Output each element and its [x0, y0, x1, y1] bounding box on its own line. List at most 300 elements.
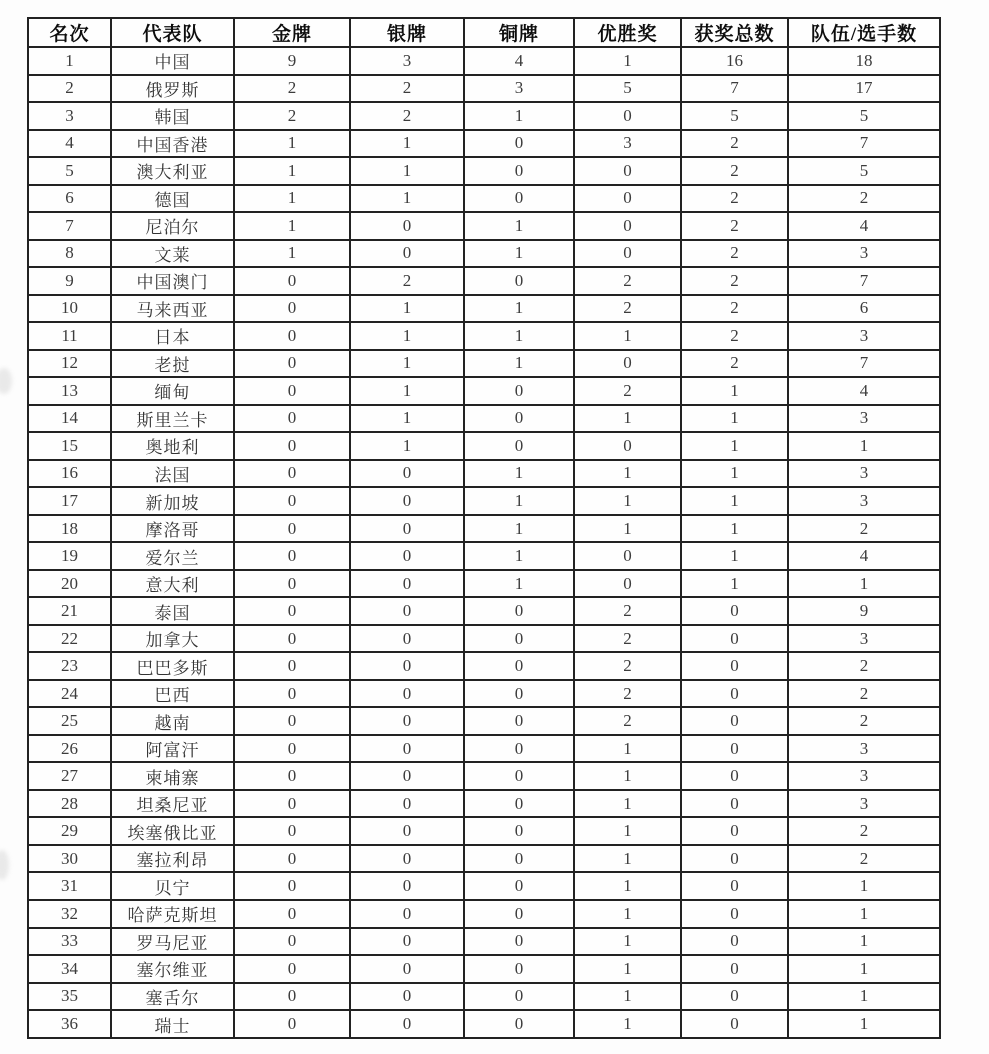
value-cell: 0: [234, 900, 350, 928]
team-cell: 贝宁: [111, 872, 234, 900]
value-cell: 0: [464, 928, 574, 956]
table-row: [28, 817, 940, 845]
value-cell: 0: [681, 928, 788, 956]
value-cell: 1: [464, 295, 574, 323]
value-cell: 0: [234, 597, 350, 625]
value-cell: 1: [234, 185, 350, 213]
value-cell: 1: [234, 212, 350, 240]
value-cell: 1: [681, 570, 788, 598]
rank-cell: 24: [28, 680, 111, 708]
value-cell: 0: [464, 597, 574, 625]
value-cell: 7: [788, 267, 940, 295]
team-cell: 越南: [111, 707, 234, 735]
value-cell: 1: [574, 928, 681, 956]
value-cell: 0: [350, 817, 464, 845]
value-cell: 2: [681, 295, 788, 323]
rank-cell: 30: [28, 845, 111, 873]
table-row: [28, 102, 940, 130]
value-cell: 0: [574, 240, 681, 268]
scan-artifact: [0, 368, 12, 394]
value-cell: 1: [234, 130, 350, 158]
value-cell: 2: [681, 212, 788, 240]
team-cell: 中国: [111, 47, 234, 75]
team-cell: 巴巴多斯: [111, 652, 234, 680]
value-cell: 0: [350, 542, 464, 570]
value-cell: 0: [234, 790, 350, 818]
value-cell: 1: [350, 157, 464, 185]
value-cell: 1: [464, 240, 574, 268]
value-cell: 0: [464, 432, 574, 460]
value-cell: 0: [464, 185, 574, 213]
value-cell: 1: [681, 487, 788, 515]
rank-cell: 3: [28, 102, 111, 130]
table-row: [28, 652, 940, 680]
value-cell: 2: [788, 515, 940, 543]
value-cell: 1: [681, 460, 788, 488]
value-cell: 0: [350, 762, 464, 790]
value-cell: 1: [350, 130, 464, 158]
value-cell: 2: [574, 707, 681, 735]
value-cell: 0: [350, 515, 464, 543]
value-cell: 1: [681, 377, 788, 405]
value-cell: 2: [681, 185, 788, 213]
value-cell: 2: [788, 680, 940, 708]
value-cell: 1: [350, 350, 464, 378]
value-cell: 3: [788, 405, 940, 433]
value-cell: 0: [234, 983, 350, 1011]
value-cell: 0: [464, 405, 574, 433]
value-cell: 2: [350, 102, 464, 130]
rank-cell: 2: [28, 75, 111, 103]
table-row: [28, 295, 940, 323]
value-cell: 0: [464, 267, 574, 295]
table-row: [28, 762, 940, 790]
value-cell: 0: [234, 405, 350, 433]
value-cell: 0: [681, 1010, 788, 1038]
team-cell: 摩洛哥: [111, 515, 234, 543]
value-cell: 2: [681, 130, 788, 158]
rank-cell: 13: [28, 377, 111, 405]
team-cell: 罗马尼亚: [111, 928, 234, 956]
value-cell: 2: [681, 267, 788, 295]
team-cell: 俄罗斯: [111, 75, 234, 103]
value-cell: 1: [574, 790, 681, 818]
value-cell: 1: [574, 983, 681, 1011]
value-cell: 3: [788, 762, 940, 790]
rank-cell: 35: [28, 983, 111, 1011]
value-cell: 0: [350, 460, 464, 488]
rank-cell: 19: [28, 542, 111, 570]
table-row: [28, 267, 940, 295]
value-cell: 0: [681, 817, 788, 845]
value-cell: 1: [788, 570, 940, 598]
value-cell: 3: [788, 735, 940, 763]
table-header-row: [28, 18, 940, 47]
table-row: [28, 377, 940, 405]
value-cell: 0: [350, 597, 464, 625]
value-cell: 0: [464, 817, 574, 845]
value-cell: 5: [681, 102, 788, 130]
column-header-6: 获奖总数: [681, 18, 788, 47]
value-cell: 0: [464, 377, 574, 405]
value-cell: 17: [788, 75, 940, 103]
team-cell: 斯里兰卡: [111, 405, 234, 433]
value-cell: 1: [574, 900, 681, 928]
value-cell: 0: [350, 955, 464, 983]
value-cell: 0: [464, 955, 574, 983]
rank-cell: 14: [28, 405, 111, 433]
value-cell: 4: [788, 542, 940, 570]
team-cell: 埃塞俄比亚: [111, 817, 234, 845]
value-cell: 0: [234, 955, 350, 983]
value-cell: 1: [350, 377, 464, 405]
table-row: [28, 240, 940, 268]
value-cell: 9: [788, 597, 940, 625]
rank-cell: 25: [28, 707, 111, 735]
value-cell: 0: [681, 680, 788, 708]
team-cell: 老挝: [111, 350, 234, 378]
table-row: [28, 570, 940, 598]
rank-cell: 12: [28, 350, 111, 378]
table-row: [28, 597, 940, 625]
value-cell: 0: [234, 350, 350, 378]
table-row: [28, 515, 940, 543]
team-cell: 爱尔兰: [111, 542, 234, 570]
value-cell: 3: [788, 322, 940, 350]
team-cell: 阿富汗: [111, 735, 234, 763]
value-cell: 4: [788, 212, 940, 240]
value-cell: 7: [681, 75, 788, 103]
value-cell: 5: [574, 75, 681, 103]
value-cell: 0: [681, 597, 788, 625]
table-row: [28, 542, 940, 570]
value-cell: 0: [234, 680, 350, 708]
value-cell: 1: [574, 817, 681, 845]
value-cell: 0: [234, 377, 350, 405]
value-cell: 3: [574, 130, 681, 158]
rank-cell: 6: [28, 185, 111, 213]
value-cell: 0: [464, 845, 574, 873]
value-cell: 0: [234, 432, 350, 460]
value-cell: 0: [234, 460, 350, 488]
value-cell: 5: [788, 157, 940, 185]
value-cell: 0: [574, 212, 681, 240]
value-cell: 0: [464, 1010, 574, 1038]
value-cell: 2: [681, 322, 788, 350]
team-cell: 日本: [111, 322, 234, 350]
table-row: [28, 983, 940, 1011]
value-cell: 0: [234, 762, 350, 790]
value-cell: 1: [234, 157, 350, 185]
team-cell: 韩国: [111, 102, 234, 130]
team-cell: 瑞士: [111, 1010, 234, 1038]
value-cell: 0: [574, 157, 681, 185]
table-row: [28, 75, 940, 103]
value-cell: 0: [681, 983, 788, 1011]
value-cell: 2: [788, 817, 940, 845]
value-cell: 0: [574, 350, 681, 378]
column-header-0: 名次: [28, 18, 111, 47]
value-cell: 1: [574, 955, 681, 983]
team-cell: 尼泊尔: [111, 212, 234, 240]
rank-cell: 20: [28, 570, 111, 598]
table-row: [28, 707, 940, 735]
table-row: [28, 212, 940, 240]
value-cell: 2: [350, 267, 464, 295]
team-cell: 意大利: [111, 570, 234, 598]
value-cell: 0: [234, 625, 350, 653]
rank-cell: 32: [28, 900, 111, 928]
rank-cell: 28: [28, 790, 111, 818]
value-cell: 2: [681, 240, 788, 268]
value-cell: 0: [681, 845, 788, 873]
team-cell: 塞尔维亚: [111, 955, 234, 983]
rank-cell: 21: [28, 597, 111, 625]
value-cell: 0: [234, 707, 350, 735]
value-cell: 0: [350, 680, 464, 708]
value-cell: 0: [234, 735, 350, 763]
value-cell: 2: [788, 652, 940, 680]
value-cell: 0: [464, 983, 574, 1011]
column-header-4: 铜牌: [464, 18, 574, 47]
value-cell: 0: [681, 955, 788, 983]
rank-cell: 18: [28, 515, 111, 543]
table-row: [28, 928, 940, 956]
rank-cell: 29: [28, 817, 111, 845]
value-cell: 1: [350, 185, 464, 213]
value-cell: 0: [234, 322, 350, 350]
value-cell: 3: [464, 75, 574, 103]
rank-cell: 10: [28, 295, 111, 323]
table-row: [28, 900, 940, 928]
rank-cell: 27: [28, 762, 111, 790]
table-row: [28, 460, 940, 488]
value-cell: 1: [464, 460, 574, 488]
value-cell: 2: [574, 377, 681, 405]
table-row: [28, 790, 940, 818]
team-cell: 奥地利: [111, 432, 234, 460]
value-cell: 1: [464, 212, 574, 240]
value-cell: 16: [681, 47, 788, 75]
table-row: [28, 130, 940, 158]
team-cell: 泰国: [111, 597, 234, 625]
value-cell: 1: [788, 872, 940, 900]
value-cell: 3: [788, 487, 940, 515]
value-cell: 1: [574, 487, 681, 515]
value-cell: 0: [350, 735, 464, 763]
value-cell: 0: [350, 487, 464, 515]
team-cell: 澳大利亚: [111, 157, 234, 185]
value-cell: 0: [234, 295, 350, 323]
value-cell: 1: [574, 47, 681, 75]
rank-cell: 26: [28, 735, 111, 763]
rank-cell: 22: [28, 625, 111, 653]
value-cell: 0: [681, 735, 788, 763]
value-cell: 0: [681, 872, 788, 900]
scan-artifact: [0, 850, 9, 880]
team-cell: 中国香港: [111, 130, 234, 158]
value-cell: 0: [350, 212, 464, 240]
value-cell: 0: [681, 707, 788, 735]
value-cell: 0: [574, 570, 681, 598]
value-cell: 0: [681, 790, 788, 818]
rank-cell: 15: [28, 432, 111, 460]
team-cell: 中国澳门: [111, 267, 234, 295]
value-cell: 2: [574, 680, 681, 708]
value-cell: 2: [574, 652, 681, 680]
value-cell: 0: [234, 542, 350, 570]
value-cell: 18: [788, 47, 940, 75]
table-row: [28, 157, 940, 185]
value-cell: 0: [350, 570, 464, 598]
value-cell: 0: [464, 872, 574, 900]
value-cell: 0: [681, 652, 788, 680]
value-cell: 1: [574, 735, 681, 763]
value-cell: 7: [788, 130, 940, 158]
column-header-5: 优胜奖: [574, 18, 681, 47]
value-cell: 0: [464, 735, 574, 763]
value-cell: 2: [574, 625, 681, 653]
rank-cell: 31: [28, 872, 111, 900]
value-cell: 0: [464, 790, 574, 818]
rank-cell: 5: [28, 157, 111, 185]
value-cell: 2: [574, 267, 681, 295]
value-cell: 4: [788, 377, 940, 405]
value-cell: 1: [788, 900, 940, 928]
table-row: [28, 680, 940, 708]
value-cell: 2: [788, 845, 940, 873]
value-cell: 0: [574, 185, 681, 213]
value-cell: 1: [788, 955, 940, 983]
value-cell: 3: [788, 240, 940, 268]
rank-cell: 4: [28, 130, 111, 158]
value-cell: 1: [681, 515, 788, 543]
value-cell: 0: [350, 625, 464, 653]
value-cell: 9: [234, 47, 350, 75]
value-cell: 1: [681, 405, 788, 433]
team-cell: 坦桑尼亚: [111, 790, 234, 818]
value-cell: 0: [234, 267, 350, 295]
value-cell: 1: [574, 845, 681, 873]
value-cell: 0: [574, 542, 681, 570]
table-row: [28, 350, 940, 378]
rank-cell: 7: [28, 212, 111, 240]
rank-cell: 23: [28, 652, 111, 680]
value-cell: 0: [574, 432, 681, 460]
value-cell: 1: [574, 872, 681, 900]
value-cell: 1: [574, 460, 681, 488]
value-cell: 0: [464, 652, 574, 680]
value-cell: 0: [350, 983, 464, 1011]
value-cell: 0: [350, 790, 464, 818]
table-row: [28, 185, 940, 213]
value-cell: 0: [234, 928, 350, 956]
value-cell: 0: [350, 900, 464, 928]
value-cell: 1: [574, 762, 681, 790]
value-cell: 1: [574, 515, 681, 543]
table-row: [28, 955, 940, 983]
value-cell: 0: [464, 900, 574, 928]
rank-cell: 1: [28, 47, 111, 75]
team-cell: 哈萨克斯坦: [111, 900, 234, 928]
value-cell: 3: [788, 460, 940, 488]
value-cell: 0: [574, 102, 681, 130]
value-cell: 2: [234, 102, 350, 130]
team-cell: 塞拉利昂: [111, 845, 234, 873]
value-cell: 0: [681, 762, 788, 790]
value-cell: 0: [234, 570, 350, 598]
table-row: [28, 432, 940, 460]
value-cell: 1: [788, 432, 940, 460]
value-cell: 0: [350, 707, 464, 735]
value-cell: 2: [234, 75, 350, 103]
value-cell: 0: [234, 872, 350, 900]
value-cell: 2: [350, 75, 464, 103]
rank-cell: 17: [28, 487, 111, 515]
value-cell: 0: [464, 680, 574, 708]
rank-cell: 33: [28, 928, 111, 956]
value-cell: 1: [788, 983, 940, 1011]
value-cell: 0: [234, 487, 350, 515]
table-row: [28, 322, 940, 350]
value-cell: 1: [788, 928, 940, 956]
table-row: [28, 487, 940, 515]
value-cell: 0: [350, 845, 464, 873]
team-cell: 新加坡: [111, 487, 234, 515]
value-cell: 3: [350, 47, 464, 75]
value-cell: 1: [234, 240, 350, 268]
medal-standings-table: [27, 17, 941, 1039]
rank-cell: 9: [28, 267, 111, 295]
value-cell: 4: [464, 47, 574, 75]
value-cell: 1: [788, 1010, 940, 1038]
value-cell: 0: [350, 652, 464, 680]
value-cell: 1: [464, 515, 574, 543]
value-cell: 0: [464, 707, 574, 735]
value-cell: 2: [681, 350, 788, 378]
team-cell: 缅甸: [111, 377, 234, 405]
rank-cell: 8: [28, 240, 111, 268]
value-cell: 1: [681, 432, 788, 460]
value-cell: 2: [788, 185, 940, 213]
value-cell: 1: [681, 542, 788, 570]
column-header-7: 队伍/选手数: [788, 18, 940, 47]
value-cell: 6: [788, 295, 940, 323]
value-cell: 0: [464, 625, 574, 653]
value-cell: 0: [234, 1010, 350, 1038]
table-row: [28, 735, 940, 763]
value-cell: 1: [574, 405, 681, 433]
value-cell: 1: [464, 350, 574, 378]
value-cell: 1: [464, 542, 574, 570]
value-cell: 1: [350, 322, 464, 350]
value-cell: 1: [350, 432, 464, 460]
table-row: [28, 625, 940, 653]
value-cell: 0: [234, 817, 350, 845]
value-cell: 1: [350, 295, 464, 323]
value-cell: 0: [350, 928, 464, 956]
value-cell: 0: [350, 872, 464, 900]
value-cell: 1: [574, 322, 681, 350]
value-cell: 5: [788, 102, 940, 130]
team-cell: 文莱: [111, 240, 234, 268]
team-cell: 塞舌尔: [111, 983, 234, 1011]
value-cell: 0: [234, 652, 350, 680]
column-header-2: 金牌: [234, 18, 350, 47]
value-cell: 7: [788, 350, 940, 378]
rank-cell: 34: [28, 955, 111, 983]
column-header-1: 代表队: [111, 18, 234, 47]
